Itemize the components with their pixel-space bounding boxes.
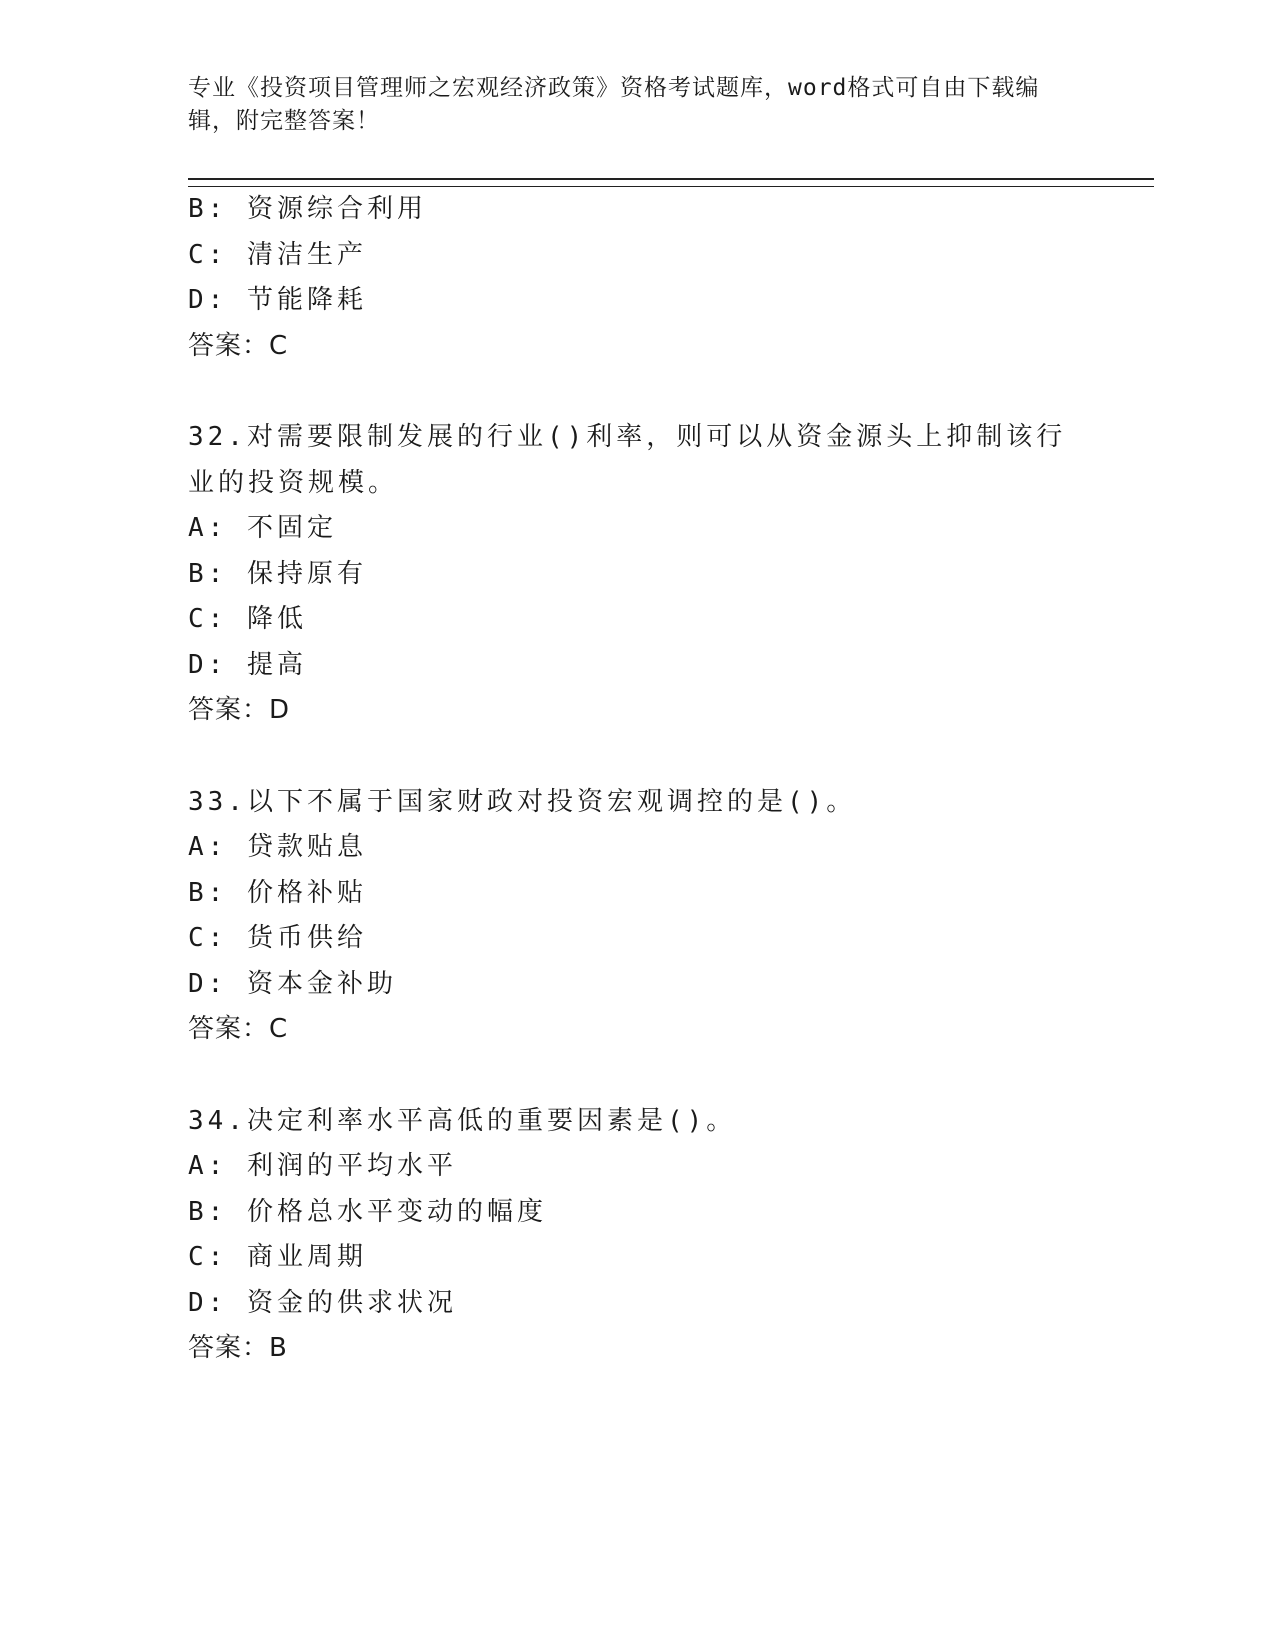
option-a: A: 利润的平均水平: [188, 1151, 457, 1181]
question-stem: 33.以下不属于国家财政对投资宏观调控的是()。: [188, 786, 857, 817]
answer-line: 答案：B: [188, 1333, 288, 1363]
header-divider: [188, 178, 1154, 187]
option-c: C: 商业周期: [188, 1242, 367, 1272]
option-c: C: 降低: [188, 604, 307, 634]
spacer: [188, 369, 1088, 415]
spacer: [188, 734, 1088, 780]
option-d: D: 提高: [188, 649, 307, 680]
option-b: B: 价格补贴: [188, 877, 367, 908]
option-b: B: 价格总水平变动的幅度: [188, 1196, 547, 1227]
header-text: 专业《投资项目管理师之宏观经济政策》资格考试题库，word格式可自由下载编辑，附完整答案！: [188, 75, 1040, 134]
answer-line: 答案：C: [188, 1014, 289, 1044]
option-c: C: 货币供给: [188, 923, 367, 953]
question-block-31-continued: [188, 187, 1088, 369]
option-b: B: 保持原有: [188, 558, 367, 589]
question-block-32: [188, 415, 1088, 734]
question-block-33: [188, 780, 1088, 1053]
option-d: D: 资金的供求状况: [188, 1287, 457, 1318]
option-a: A: 不固定: [188, 513, 337, 543]
option-c: C: 清洁生产: [188, 239, 367, 270]
option-a: A: 贷款贴息: [188, 832, 367, 862]
spacer: [188, 1053, 1088, 1099]
answer-line: 答案：C: [188, 330, 289, 361]
question-stem: 32.对需要限制发展的行业()利率，则可以从资金源头上抑制该行业的投资规模。: [188, 422, 1067, 498]
option-b: B: 资源综合利用: [188, 194, 427, 224]
question-list: [188, 187, 1088, 1372]
question-block-34: [188, 1099, 1088, 1372]
option-d: D: 节能降耗: [188, 285, 367, 315]
answer-line: 答案：D: [188, 695, 291, 725]
question-stem: 34.决定利率水平高低的重要因素是()。: [188, 1105, 737, 1136]
option-d: D: 资本金补助: [188, 968, 397, 999]
document-header: [188, 72, 1078, 138]
